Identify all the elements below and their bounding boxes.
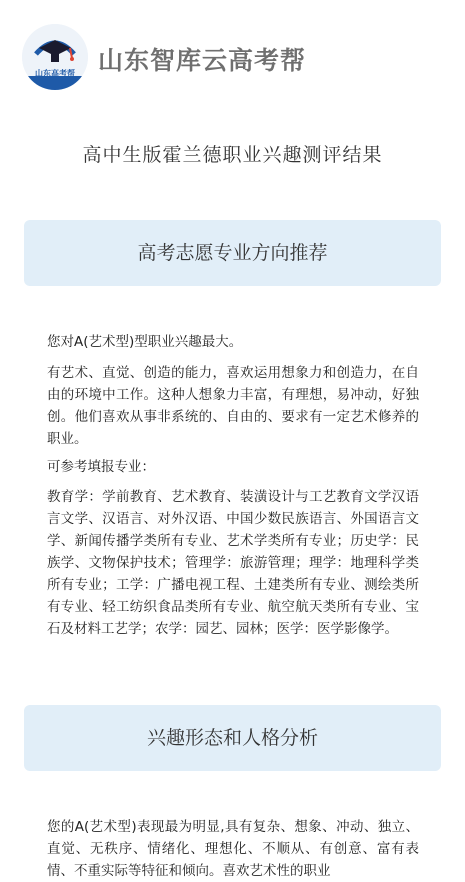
- majors-list: 教育学：学前教育、艺术教育、装潢设计与工艺教育文学汉语言文学、汉语言、对外汉语、中国少数民族语言、外国语言文学、新闻传播学类所有专业、艺术学类所有专业；历史学：民族学、文物保护技术；管理学：旅游管理；理学：地理科学类所有专业；工学：广播电视工程、土建类所有专业、测绘类所有专业、轻工纺织食品类所有专业、航空航天类所有专业、宝石及材料工艺学；农学：园艺、园林；医学：医学影像学。: [47, 489, 419, 637]
- personality-analysis: 您的A(艺术型)表现最为明显,具有复杂、想象、冲动、独立、直觉、无秩序、情绪化、理想化、不顺从、有创意、富有表情、不重实际等特征和倾向。喜欢艺术性的职业: [47, 819, 419, 879]
- interest-intro: 您对A(艺术型)型职业兴趣最大。: [47, 334, 243, 350]
- section-heading-recommendation: 高考志愿专业方向推荐: [24, 220, 441, 286]
- graduation-cap-icon: [22, 24, 88, 90]
- brand-logo[interactable]: [22, 24, 88, 90]
- section-heading-personality: 兴趣形态和人格分析: [24, 705, 441, 771]
- interest-description: 有艺术、直觉、创造的能力，喜欢运用想象力和创造力，在自由的环境中工作。这种人想象力丰富，有理想，易冲动，好独创。他们喜欢从事非系统的、自由的、要求有一定艺术修养的职业。: [47, 365, 419, 447]
- majors-label: 可参考填报专业：: [47, 459, 155, 475]
- logo-text: 山东高考帮: [35, 69, 75, 78]
- page-title: 高中生版霍兰德职业兴趣测评结果: [82, 144, 383, 166]
- header: [0, 0, 465, 120]
- brand-name: 山东智库云高考帮: [98, 46, 307, 75]
